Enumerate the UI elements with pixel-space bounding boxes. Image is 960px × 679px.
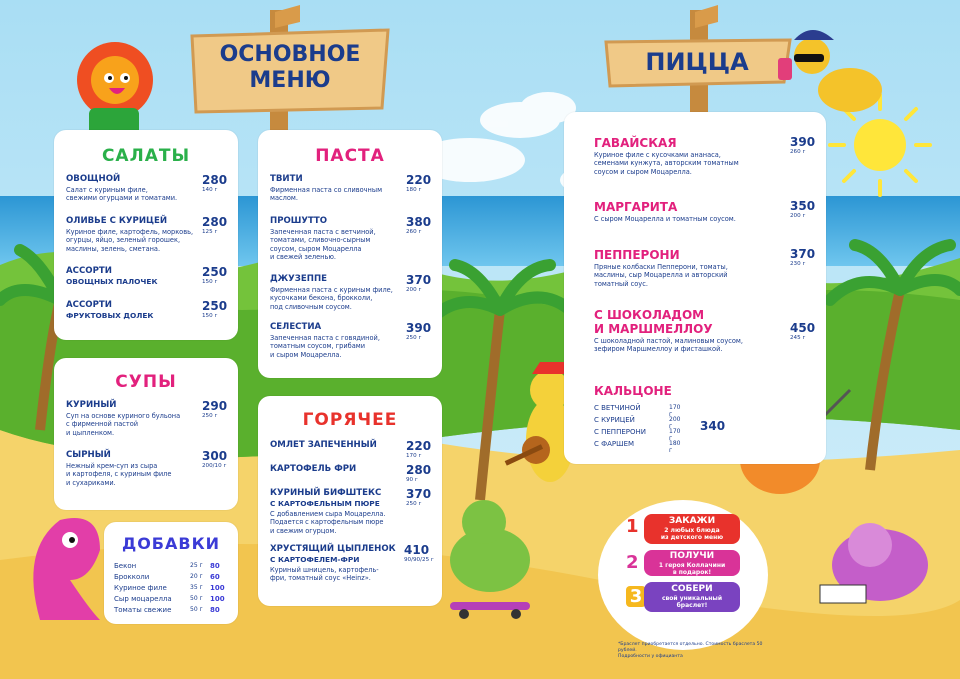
item-subname: С КАРТОФЕЛЕМ-ФРИ — [270, 555, 360, 564]
item-name: КУРИНЫЙ БИФШТЕКС — [270, 488, 382, 498]
addon-row: Куриное филе 35 г 100 — [114, 584, 225, 592]
menu-item — [594, 308, 816, 354]
promo-step: ЗАКАЖИ 2 любых блюда из детского меню — [644, 514, 740, 544]
calzone-row: С КУРИЦЕЙ 200 г — [594, 416, 681, 430]
item-subname: ФРУКТОВЫХ ДОЛЕК — [66, 311, 154, 320]
item-price: 220 180 г — [406, 173, 432, 193]
item-price: 350 200 г — [790, 199, 816, 219]
item-subname: С КАРТОФЕЛЬНЫМ ПЮРЕ — [270, 499, 380, 508]
item-price: 390 250 г — [406, 321, 432, 341]
promo-step-number: 2 — [626, 552, 639, 573]
item-desc: Запеченная паста с ветчиной, томатами, сливочно-сырным соусом, сыром Моцарелла и свежей зеленью. — [270, 228, 376, 262]
addons-card — [104, 522, 238, 624]
item-name: ХРУСТЯЩИЙ ЦЫПЛЕНОК — [270, 544, 396, 554]
addon-row: Бекон 25 г 80 — [114, 562, 220, 570]
soups-card — [54, 358, 238, 510]
promo-step-number: 1 — [626, 516, 639, 537]
pizza-sign: ПИЦЦА — [645, 48, 749, 76]
calzone-row: С ФАРШЕМ 180 г — [594, 440, 681, 454]
item-name: МАРГАРИТА — [594, 200, 678, 214]
menu-item — [270, 463, 432, 483]
menu-item — [66, 216, 228, 253]
menu-item — [66, 174, 228, 203]
item-name: КАРТОФЕЛЬ ФРИ — [270, 464, 357, 474]
item-price: 280 90 г — [406, 463, 432, 483]
calzone-name: КАЛЬЦОНЕ — [594, 384, 672, 398]
item-price: 370 200 г — [406, 273, 432, 293]
item-name: С ШОКОЛАДОМ — [594, 308, 705, 322]
pasta-title: ПАСТА — [315, 146, 385, 166]
item-name: СЕЛЕСТИА — [270, 322, 322, 332]
menu-item — [66, 300, 228, 321]
item-price: 290 250 г — [202, 399, 228, 419]
item-price: 370 230 г — [790, 247, 816, 267]
addon-row: Сыр моцарелла 50 г 100 — [114, 595, 225, 603]
menu-item — [270, 174, 432, 203]
menu-item — [270, 439, 432, 459]
calzone-block — [594, 384, 814, 454]
item-price: 250 150 г — [202, 299, 228, 319]
item-name: ПЕППЕРОНИ — [594, 248, 680, 262]
item-name: СЫРНЫЙ — [66, 450, 111, 460]
item-desc: Салат с куриным филе, свежими огурцами и томатами. — [66, 186, 178, 203]
item-name: ГАВАЙСКАЯ — [594, 136, 677, 150]
item-name: ОЛИВЬЕ С КУРИЦЕЙ — [66, 216, 168, 226]
item-desc: С сыром Моцарелла и томатным соусом. — [594, 215, 736, 223]
item-subname: ОВОЩНЫХ ПАЛОЧЕК — [66, 277, 158, 286]
item-desc: С добавлением сыра Моцарелла. Подается с картофельным пюре и свежим огурцом. — [270, 510, 386, 535]
salads-card — [54, 130, 238, 340]
hot-dishes-card — [258, 396, 442, 606]
promo-step: ПОЛУЧИ 1 героя Коллачини в подарок! — [644, 550, 740, 576]
addons-title: ДОБАВКИ — [121, 534, 221, 553]
promo-block — [598, 500, 768, 660]
menu-item — [270, 274, 432, 311]
item-name: АССОРТИ — [66, 300, 112, 310]
item-name: ОМЛЕТ ЗАПЕЧЕННЫЙ — [270, 440, 377, 450]
menu-item — [270, 216, 432, 262]
calzone-price: 340 — [700, 419, 726, 433]
menu-item — [594, 200, 816, 223]
item-price: 390 260 г — [790, 135, 816, 155]
item-desc: Запеченная паста с говядиной, томатным соусом, грибами и сыром Моцарелла. — [270, 334, 380, 359]
item-desc: Фирменная паста с куриным филе, кусочками бекона, брокколи, под сливочным соусом. — [270, 286, 393, 311]
salads-title: САЛАТЫ — [101, 146, 191, 166]
item-price: 370 250 г — [406, 487, 432, 507]
pizza-card — [564, 112, 826, 464]
menu-item — [594, 136, 816, 176]
main-menu-sign-line2: МЕНЮ — [249, 68, 331, 93]
promo-step-number-star: 3 — [626, 586, 646, 607]
item-desc: Суп на основе куриного бульона с фирменной пастой и цыпленком. — [66, 412, 181, 437]
item-desc: Куриное филе, картофель, морковь, огурцы, яйцо, зеленый горошек, маслины, зелень, сметана. — [66, 228, 194, 253]
item-name: ТВИТИ — [270, 174, 303, 184]
item-desc: Фирменная паста со сливочным маслом. — [270, 186, 383, 203]
menu-item — [270, 544, 432, 583]
menu-item — [66, 450, 228, 487]
item-price: 410 90/90/25 г — [404, 543, 434, 563]
hot-dishes-title: ГОРЯЧЕЕ — [302, 410, 398, 430]
pasta-card — [258, 130, 442, 378]
menu-item — [66, 266, 228, 287]
item-desc: С шоколадной пастой, малиновым соусом, зефиром Маршмеллоу и фисташкой. — [594, 337, 743, 354]
item-price: 380 260 г — [406, 215, 432, 235]
item-desc: Пряные колбаски Пепперони, томаты, маслины, сыр Моцарелла и авторский томатный соус. — [594, 263, 728, 288]
item-desc: Куриный шницель, картофель- фри, томатный соус «Heinz». — [270, 566, 379, 583]
item-name: ДЖУЗЕППЕ — [270, 274, 328, 284]
item-name: ПРОШУТТО — [270, 216, 328, 226]
addon-row: Брокколи 20 г 60 — [114, 573, 220, 581]
item-name: КУРИНЫЙ — [66, 400, 117, 410]
item-desc: Нежный крем-суп из сыра и картофеля, с куриным филе и сухариками. — [66, 462, 172, 487]
promo-step: СОБЕРИ свой уникальный браслет! — [644, 582, 740, 612]
menu-item — [594, 248, 816, 288]
main-menu-sign-line1: ОСНОВНОЕ — [219, 42, 361, 67]
item-name: АССОРТИ — [66, 266, 112, 276]
main-menu-sign — [200, 42, 380, 94]
menu-item — [66, 400, 228, 437]
calzone-row: С ВЕТЧИНОЙ 170 г — [594, 404, 681, 418]
item-price: 220 170 г — [406, 439, 432, 459]
item-name: ОВОЩНОЙ — [66, 174, 121, 184]
menu-item — [270, 322, 432, 359]
item-price: 300 200/10 г — [202, 449, 228, 469]
item-price: 280 140 г — [202, 173, 228, 193]
promo-footnote: *Браслет приобретается отдельно. Стоимость браслета 50 рублей. Подробности у официанта — [618, 642, 763, 659]
addon-row: Томаты свежие 50 г 80 — [114, 606, 220, 614]
soups-title: СУПЫ — [115, 372, 177, 392]
item-name-line2: И МАРШМЕЛЛОУ — [594, 322, 713, 336]
item-price: 450 245 г — [790, 321, 816, 341]
item-desc: Куриное филе с кусочками ананаса, семенами кунжута, авторским томатным соусом и сыром Моцарелла. — [594, 151, 739, 176]
menu-item — [270, 488, 432, 535]
item-price: 280 125 г — [202, 215, 228, 235]
calzone-row: С ПЕППЕРОНИ 170 г — [594, 428, 681, 442]
item-price: 250 150 г — [202, 265, 228, 285]
